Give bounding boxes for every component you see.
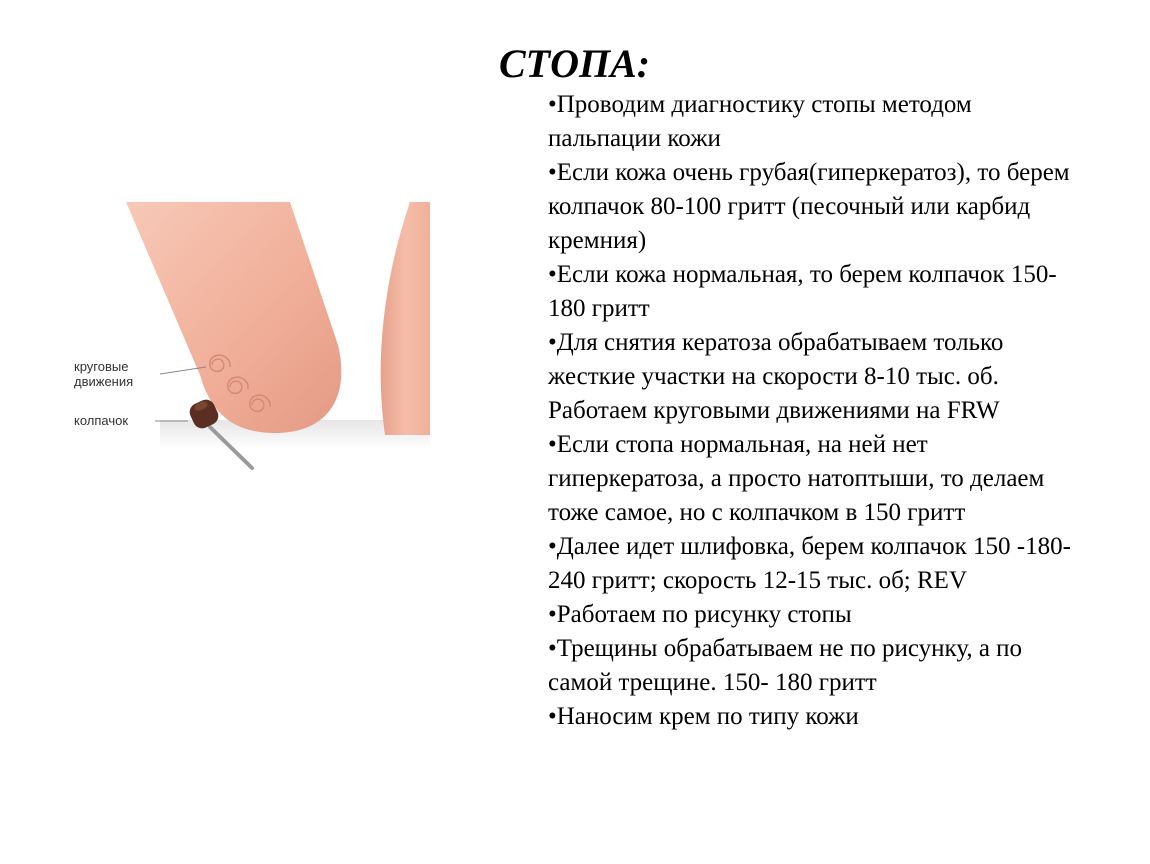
bullet-item: •Для снятия кератоза обрабатываем только жесткие участки на скорости 8-10 тыс. об. Работаем круговыми движениями на FRW	[548, 329, 1004, 424]
heel-shape	[126, 202, 341, 433]
bullet-item: •Наносим крем по типу кожи	[548, 703, 859, 730]
foot-illustration	[60, 195, 440, 485]
bullet-list	[548, 88, 1088, 734]
bullet-item: •Трещины обрабатываем не по рисунку, а по самой трещине. 150- 180 гритт	[548, 635, 1023, 696]
bullet-item: •Работаем по рисунку стопы	[548, 601, 852, 628]
bullet-item: •Если кожа очень грубая(гиперкератоз), то берем колпачок 80-100 гритт (песочный или карбид кремния)	[548, 159, 1070, 254]
label-circular-line2: движения	[74, 374, 134, 389]
slide-title: СТОПА:	[499, 41, 651, 86]
bullet-item: •Если стопа нормальная, на ней нет гиперкератоза, а просто натоптыши, то делаем тоже самое, но с колпачком в 150 гритт	[548, 431, 1045, 526]
bullet-item: •Далее идет шлифовка, берем колпачок 150 -180-240 гритт; скорость 12-15 тыс. об; REV	[548, 533, 1071, 594]
label-cap: колпачок	[74, 413, 129, 428]
bullet-item: •Проводим диагностику стопы методом пальпации кожи	[548, 91, 972, 152]
bullet-item: •Если кожа нормальная, то берем колпачок 150- 180 гритт	[548, 261, 1057, 322]
second-foot-shape	[381, 202, 430, 435]
label-circular-line1: круговые	[74, 359, 129, 374]
foot-illustration-svg	[60, 195, 440, 485]
